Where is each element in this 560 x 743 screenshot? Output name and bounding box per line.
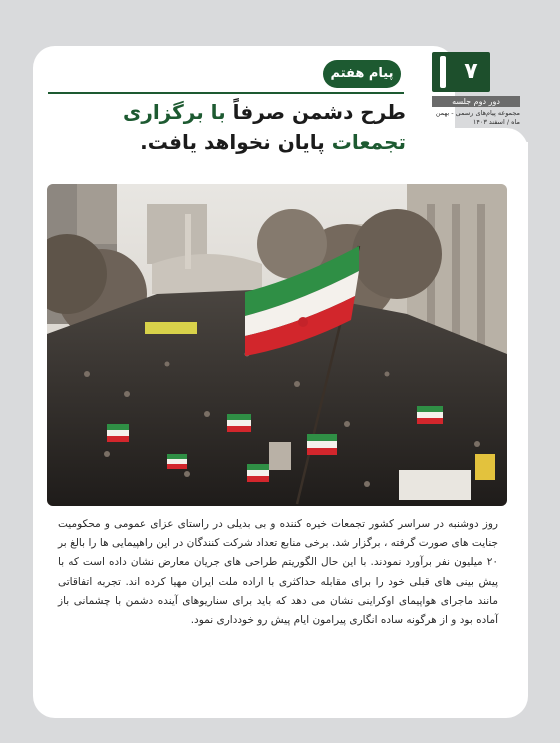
message-badge: پیام هفتم: [323, 60, 401, 88]
edition-box: [432, 52, 490, 92]
headline-highlight: با برگزاری تجمعات: [122, 100, 406, 154]
headline: [44, 97, 406, 157]
card-shoulder: [404, 128, 528, 158]
headline-text: طرح دشمن صرفاً: [225, 100, 406, 124]
rally-photo: [47, 184, 507, 506]
edition-logo-mark: [440, 56, 446, 88]
series-title: دور دوم جلسه: [432, 96, 520, 107]
edition-number: ۷: [464, 59, 478, 84]
article-body: روز دوشنبه در سراسر کشور تجمعات خیره کننده و بی بدیلی در راستای عزای عمومی و محکومیت جنایت های صورت گرفته ، برگزار شد. برخی منابع تعداد شرکت کنندگان در این راهپیمایی ها را بالغ بر ۲۰ میلیون نفر برآورد نمودند. با این حال الگوریتم طراحی های جریان معارض نشان داده است که با پیش بینی های قبلی خود را برای مقابله حداکثری با اراده ملت ایران مهیا کرده اند. تجربه اتفاقاتی مانند ماجرای هواپیمای اوکراینی نشان می دهد که باید برای سناریوهای آینده دشمن با چشمانی باز آماده بود و از هرگونه ساده انگاری پیرامون ایام پیش رو خودداری نمود.: [58, 518, 498, 627]
rally-photo-illustration: [47, 184, 507, 506]
headline-text-end: پایان نخواهد یافت.: [140, 130, 332, 154]
series-subtitle: مجموعه پیام‌های رسمی - بهمن ماه / اسفند ۱۴۰۳: [435, 109, 520, 126]
title-divider: [48, 92, 404, 94]
